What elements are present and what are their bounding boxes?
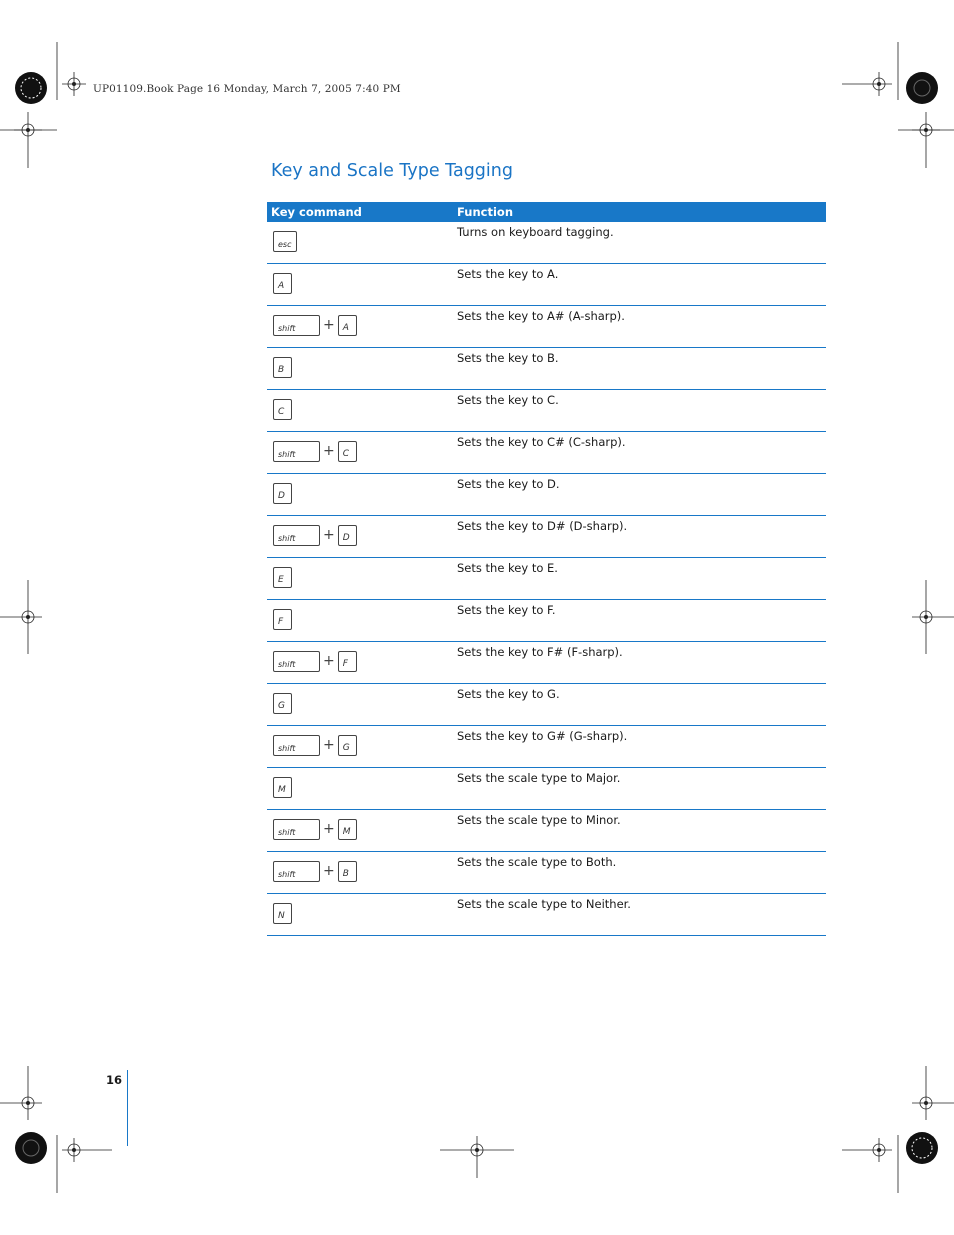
table-header bbox=[267, 202, 826, 222]
plus-sign: + bbox=[323, 443, 335, 459]
key-command bbox=[273, 650, 357, 672]
keycap-a: A bbox=[273, 273, 292, 294]
keycap-shift: shift bbox=[273, 315, 320, 336]
function-text: Sets the scale type to Both. bbox=[457, 855, 617, 869]
key-command bbox=[273, 902, 292, 924]
function-text: Sets the key to G# (G-sharp). bbox=[457, 729, 628, 743]
table-row bbox=[267, 474, 826, 516]
table-row bbox=[267, 264, 826, 306]
key-command bbox=[273, 818, 357, 840]
key-command bbox=[273, 440, 357, 462]
function-text: Sets the key to A# (A-sharp). bbox=[457, 309, 625, 323]
function-text: Sets the scale type to Major. bbox=[457, 771, 621, 785]
keycap-g: G bbox=[273, 693, 292, 714]
folio-rule bbox=[127, 1070, 128, 1146]
table-row bbox=[267, 894, 826, 936]
function-text: Sets the key to C# (C-sharp). bbox=[457, 435, 626, 449]
table-row bbox=[267, 306, 826, 348]
keycap-f: F bbox=[273, 609, 292, 630]
plus-sign: + bbox=[323, 821, 335, 837]
function-text: Sets the key to B. bbox=[457, 351, 559, 365]
key-command bbox=[273, 314, 357, 336]
key-command bbox=[273, 356, 292, 378]
page-number: 16 bbox=[106, 1073, 123, 1087]
plus-sign: + bbox=[323, 527, 335, 543]
keycap-esc: esc bbox=[273, 231, 297, 252]
function-text: Sets the scale type to Neither. bbox=[457, 897, 631, 911]
key-command bbox=[273, 566, 292, 588]
keycap-b: B bbox=[273, 357, 292, 378]
keycap-shift: shift bbox=[273, 819, 320, 840]
page-title: Key and Scale Type Tagging bbox=[271, 161, 513, 181]
table-row bbox=[267, 348, 826, 390]
keycap-b: B bbox=[338, 861, 357, 882]
function-text: Sets the key to D. bbox=[457, 477, 560, 491]
table-row bbox=[267, 684, 826, 726]
keycap-m: M bbox=[273, 777, 292, 798]
table-row bbox=[267, 516, 826, 558]
key-command bbox=[273, 398, 292, 420]
key-command bbox=[273, 524, 357, 546]
table-row bbox=[267, 810, 826, 852]
plus-sign: + bbox=[323, 863, 335, 879]
keycap-shift: shift bbox=[273, 735, 320, 756]
header-function: Function bbox=[457, 205, 514, 219]
keycap-shift: shift bbox=[273, 525, 320, 546]
keycap-m: M bbox=[338, 819, 357, 840]
keycap-shift: shift bbox=[273, 861, 320, 882]
table-row bbox=[267, 726, 826, 768]
key-command bbox=[273, 692, 292, 714]
plus-sign: + bbox=[323, 653, 335, 669]
key-command bbox=[273, 608, 292, 630]
table-row bbox=[267, 390, 826, 432]
keycap-g: G bbox=[338, 735, 357, 756]
key-command bbox=[273, 482, 292, 504]
keycap-shift: shift bbox=[273, 651, 320, 672]
table-body bbox=[267, 222, 826, 936]
function-text: Sets the key to E. bbox=[457, 561, 558, 575]
keycap-shift: shift bbox=[273, 441, 320, 462]
function-text: Turns on keyboard tagging. bbox=[457, 225, 614, 239]
key-command bbox=[273, 734, 357, 756]
keycap-e: E bbox=[273, 567, 292, 588]
keycap-a: A bbox=[338, 315, 357, 336]
key-command-table bbox=[267, 202, 826, 936]
table-row bbox=[267, 600, 826, 642]
function-text: Sets the scale type to Minor. bbox=[457, 813, 621, 827]
function-text: Sets the key to A. bbox=[457, 267, 559, 281]
table-row bbox=[267, 642, 826, 684]
keycap-d: D bbox=[273, 483, 292, 504]
print-slug: UP01109.Book Page 16 Monday, March 7, 2005 7:40 PM bbox=[93, 83, 401, 95]
function-text: Sets the key to F# (F-sharp). bbox=[457, 645, 623, 659]
table-row bbox=[267, 558, 826, 600]
keycap-f: F bbox=[338, 651, 357, 672]
plus-sign: + bbox=[323, 737, 335, 753]
table-row bbox=[267, 768, 826, 810]
key-command bbox=[273, 776, 292, 798]
keycap-c: C bbox=[273, 399, 292, 420]
function-text: Sets the key to C. bbox=[457, 393, 559, 407]
table-row bbox=[267, 222, 826, 264]
function-text: Sets the key to G. bbox=[457, 687, 560, 701]
function-text: Sets the key to F. bbox=[457, 603, 556, 617]
plus-sign: + bbox=[323, 317, 335, 333]
key-command bbox=[273, 860, 357, 882]
function-text: Sets the key to D# (D-sharp). bbox=[457, 519, 628, 533]
table-row bbox=[267, 852, 826, 894]
keycap-d: D bbox=[338, 525, 357, 546]
header-key-command: Key command bbox=[271, 205, 362, 219]
table-row bbox=[267, 432, 826, 474]
keycap-c: C bbox=[338, 441, 357, 462]
keycap-n: N bbox=[273, 903, 292, 924]
key-command bbox=[273, 272, 292, 294]
key-command bbox=[273, 230, 297, 252]
